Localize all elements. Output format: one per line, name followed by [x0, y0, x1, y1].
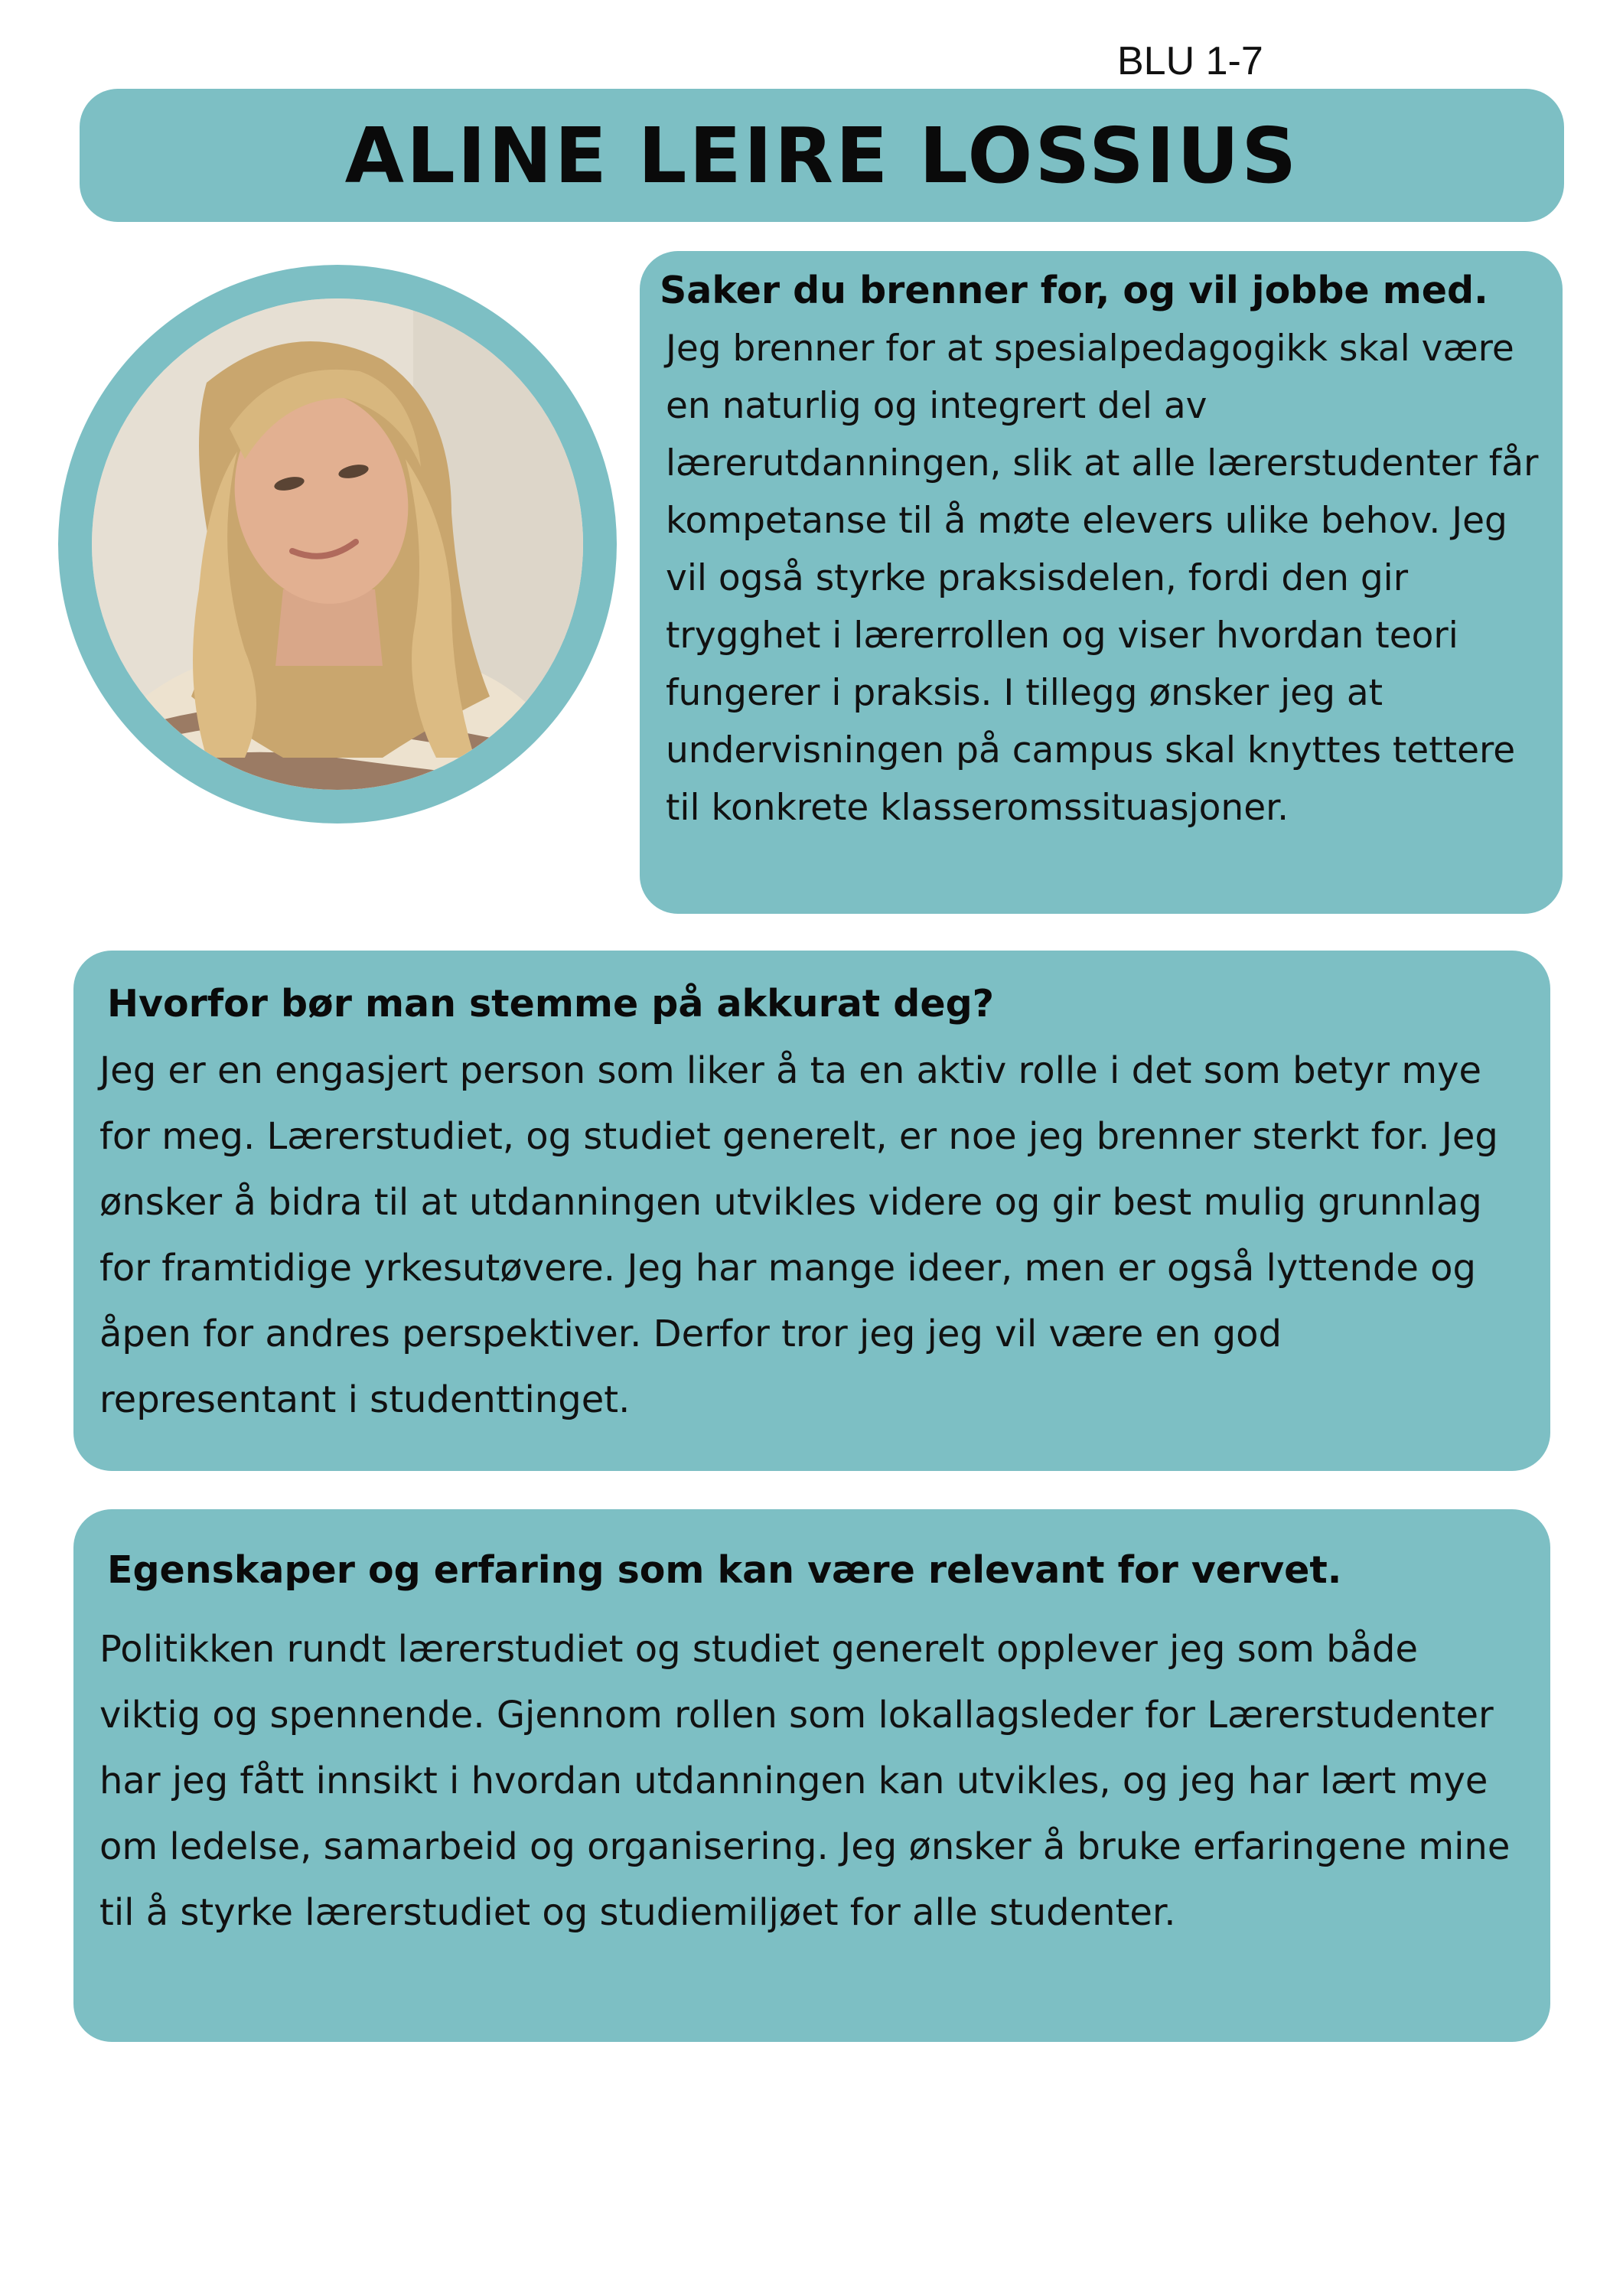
section-heading: Hvorfor bør man stemme på akkurat deg?: [107, 982, 995, 1026]
section-heading: Egenskaper og erfaring som kan være relevant for vervet.: [107, 1548, 1342, 1592]
section-body: Politikken rundt lærerstudiet og studiet generelt opplever jeg som både viktig og spennende. Gjennom rollen som lokallagsleder for Lærerstudenter har jeg fått innsikt i hvordan utdanningen kan utvikles, og jeg har lært mye om ledelse, samarbeid og organisering. Jeg ønsker å bruke erfaringene mine til å styrke lærerstudiet og studiemiljøet for alle studenter.: [99, 1628, 1511, 1934]
section-card-issues: [640, 251, 1563, 914]
portrait-frame: [58, 265, 617, 823]
document-tag: BLU 1-7: [1117, 39, 1263, 83]
candidate-portrait: [92, 298, 583, 790]
section-heading: Saker du brenner for, og vil jobbe med.: [660, 269, 1488, 312]
candidate-name: ALINE LEIRE LOSSIUS: [344, 110, 1299, 201]
section-body: Jeg er en engasjert person som liker å ta en aktiv rolle i det som betyr mye for meg. Lærerstudiet, og studiet generelt, er noe jeg brenner sterkt for. Jeg ønsker å bidra til at utdanningen utvikles videre og gir best mulig grunnlag for framtidige yrkesutøvere. Jeg har mange ideer, men er også lyttende og åpen for andres perspektiver. Derfor tror jeg jeg vil være en god representant i studenttinget.: [99, 1049, 1498, 1421]
section-card-why-vote: [73, 951, 1550, 1471]
title-banner: [80, 89, 1564, 222]
section-body: Jeg brenner for at spesialpedagogikk skal være en naturlig og integrert del av lærerutdanningen, slik at alle lærerstudenter får kompetanse til å møte elevers ulike behov. Jeg vil også styrke praksisdelen, fordi den gir trygghet i lærerrollen og viser hvordan teori fungerer i praksis. I tillegg ønsker jeg at undervisningen på campus skal knyttes tettere til konkrete klasseromssituasjoner.: [666, 328, 1539, 829]
section-card-experience: [73, 1509, 1550, 2042]
